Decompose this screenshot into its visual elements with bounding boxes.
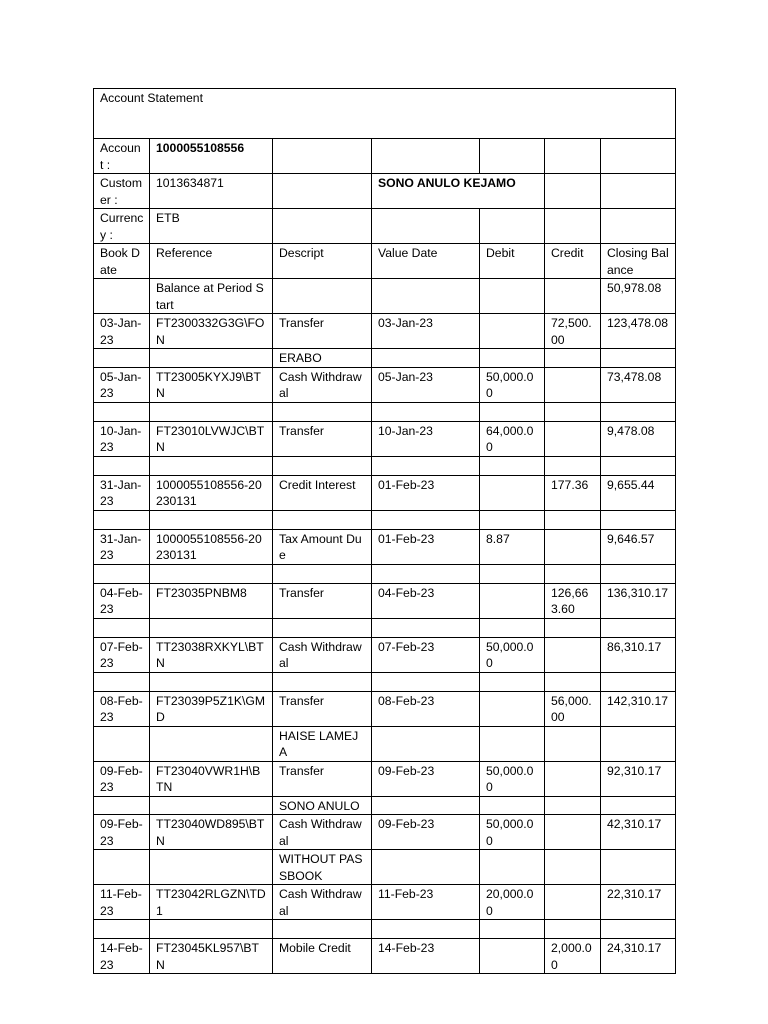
transaction-row: [94, 564, 676, 583]
descript-cell: [273, 920, 372, 939]
reference-cell: [150, 349, 273, 368]
credit-cell: [545, 510, 601, 529]
reference-cell: [150, 672, 273, 691]
closing-balance-cell: [601, 796, 676, 815]
debit-cell: [480, 510, 545, 529]
value-date-cell: 07-Feb-23: [372, 637, 480, 672]
debit-cell: [480, 349, 545, 368]
closing-balance-cell: [601, 726, 676, 761]
account-row: [94, 139, 676, 174]
reference-cell: Balance at Period Start: [150, 279, 273, 314]
debit-cell: [480, 850, 545, 885]
empty-cell: [372, 139, 480, 174]
reference-cell: 1000055108556-20230131: [150, 529, 273, 564]
book-date-cell: [94, 402, 150, 421]
credit-cell: [545, 726, 601, 761]
descript-cell: Transfer: [273, 691, 372, 726]
value-date-cell: [372, 349, 480, 368]
credit-cell: [545, 672, 601, 691]
transaction-row: [94, 618, 676, 637]
book-date-cell: 07-Feb-23: [94, 637, 150, 672]
closing-balance-cell: 9,655.44: [601, 475, 676, 510]
customer-id: 1013634871: [150, 174, 273, 209]
closing-balance-cell: 9,478.08: [601, 421, 676, 456]
account-label: Account :: [94, 139, 150, 174]
account-statement-table: [93, 88, 676, 974]
debit-cell: [480, 672, 545, 691]
descript-cell: Tax Amount Due: [273, 529, 372, 564]
descript-cell: Mobile Credit: [273, 939, 372, 974]
reference-cell: TT23038RXKYL\BTN: [150, 637, 273, 672]
closing-balance-cell: 73,478.08: [601, 367, 676, 402]
transaction-row: [94, 583, 676, 618]
col-closing-balance: Closing Balance: [601, 244, 676, 279]
descript-cell: [273, 564, 372, 583]
debit-cell: [480, 402, 545, 421]
descript-cell: [273, 618, 372, 637]
descript-cell: Cash Withdrawal: [273, 367, 372, 402]
debit-cell: 50,000.00: [480, 637, 545, 672]
transaction-row: [94, 510, 676, 529]
value-date-cell: 09-Feb-23: [372, 815, 480, 850]
debit-cell: 50,000.00: [480, 815, 545, 850]
customer-name: SONO ANULO KEJAMO: [372, 174, 545, 209]
title-row: [94, 89, 676, 139]
value-date-cell: [372, 672, 480, 691]
col-descript: Descript: [273, 244, 372, 279]
reference-cell: [150, 726, 273, 761]
debit-cell: 8.87: [480, 529, 545, 564]
credit-cell: 126,663.60: [545, 583, 601, 618]
credit-cell: [545, 796, 601, 815]
col-debit: Debit: [480, 244, 545, 279]
value-date-cell: [372, 564, 480, 583]
debit-cell: [480, 939, 545, 974]
book-date-cell: 03-Jan-23: [94, 314, 150, 349]
value-date-cell: 03-Jan-23: [372, 314, 480, 349]
descript-cell: [273, 672, 372, 691]
debit-cell: [480, 456, 545, 475]
transaction-row: [94, 920, 676, 939]
reference-cell: [150, 564, 273, 583]
empty-cell: [545, 139, 601, 174]
descript-cell: [273, 402, 372, 421]
credit-cell: [545, 920, 601, 939]
reference-cell: [150, 510, 273, 529]
credit-cell: 72,500.00: [545, 314, 601, 349]
book-date-cell: [94, 279, 150, 314]
credit-cell: [545, 279, 601, 314]
empty-cell: [273, 209, 372, 244]
reference-cell: [150, 456, 273, 475]
descript-cell: [273, 279, 372, 314]
closing-balance-cell: [601, 349, 676, 368]
credit-cell: [545, 637, 601, 672]
value-date-cell: [372, 402, 480, 421]
closing-balance-cell: [601, 920, 676, 939]
transaction-row: [94, 637, 676, 672]
credit-cell: [545, 349, 601, 368]
currency-value: ETB: [150, 209, 273, 244]
reference-cell: TT23040WD895\BTN: [150, 815, 273, 850]
customer-row: [94, 174, 676, 209]
book-date-cell: 04-Feb-23: [94, 583, 150, 618]
closing-balance-cell: [601, 850, 676, 885]
reference-cell: [150, 618, 273, 637]
value-date-cell: [372, 850, 480, 885]
closing-balance-cell: 142,310.17: [601, 691, 676, 726]
reference-cell: [150, 402, 273, 421]
book-date-cell: [94, 564, 150, 583]
descript-cell: ERABO: [273, 349, 372, 368]
closing-balance-cell: 42,310.17: [601, 815, 676, 850]
book-date-cell: 14-Feb-23: [94, 939, 150, 974]
reference-cell: [150, 796, 273, 815]
book-date-cell: 31-Jan-23: [94, 529, 150, 564]
book-date-cell: 11-Feb-23: [94, 885, 150, 920]
book-date-cell: [94, 920, 150, 939]
transaction-row: [94, 672, 676, 691]
credit-cell: [545, 885, 601, 920]
closing-balance-cell: [601, 564, 676, 583]
transaction-row: [94, 815, 676, 850]
book-date-cell: 08-Feb-23: [94, 691, 150, 726]
reference-cell: FT23039P5Z1K\GMD: [150, 691, 273, 726]
transaction-row: [94, 796, 676, 815]
closing-balance-cell: [601, 402, 676, 421]
transaction-row: [94, 761, 676, 796]
value-date-cell: 14-Feb-23: [372, 939, 480, 974]
descript-cell: Transfer: [273, 761, 372, 796]
debit-cell: [480, 564, 545, 583]
currency-row: [94, 209, 676, 244]
closing-balance-cell: 22,310.17: [601, 885, 676, 920]
value-date-cell: 10-Jan-23: [372, 421, 480, 456]
credit-cell: [545, 421, 601, 456]
empty-cell: [372, 209, 480, 244]
transaction-row: [94, 475, 676, 510]
book-date-cell: [94, 510, 150, 529]
credit-cell: [545, 564, 601, 583]
customer-label: Customer :: [94, 174, 150, 209]
value-date-cell: [372, 279, 480, 314]
transaction-row: [94, 726, 676, 761]
transaction-row: [94, 691, 676, 726]
book-date-cell: [94, 456, 150, 475]
empty-cell: [273, 139, 372, 174]
debit-cell: [480, 796, 545, 815]
reference-cell: TT23005KYXJ9\BTN: [150, 367, 273, 402]
transaction-row: [94, 529, 676, 564]
debit-cell: [480, 920, 545, 939]
closing-balance-cell: 136,310.17: [601, 583, 676, 618]
transaction-row: [94, 456, 676, 475]
credit-cell: [545, 367, 601, 402]
value-date-cell: 01-Feb-23: [372, 475, 480, 510]
reference-cell: FT23040VWR1H\BTN: [150, 761, 273, 796]
credit-cell: [545, 402, 601, 421]
credit-cell: 56,000.00: [545, 691, 601, 726]
credit-cell: [545, 618, 601, 637]
reference-cell: FT23035PNBM8: [150, 583, 273, 618]
value-date-cell: 04-Feb-23: [372, 583, 480, 618]
empty-cell: [601, 209, 676, 244]
closing-balance-cell: 123,478.08: [601, 314, 676, 349]
value-date-cell: 09-Feb-23: [372, 761, 480, 796]
debit-cell: 20,000.00: [480, 885, 545, 920]
descript-cell: HAISE LAMEJA: [273, 726, 372, 761]
closing-balance-cell: 24,310.17: [601, 939, 676, 974]
currency-label: Currency :: [94, 209, 150, 244]
col-value-date: Value Date: [372, 244, 480, 279]
debit-cell: [480, 691, 545, 726]
descript-cell: Transfer: [273, 314, 372, 349]
debit-cell: [480, 475, 545, 510]
book-date-cell: [94, 726, 150, 761]
credit-cell: [545, 456, 601, 475]
credit-cell: 177.36: [545, 475, 601, 510]
descript-cell: Transfer: [273, 421, 372, 456]
value-date-cell: [372, 456, 480, 475]
header-row: [94, 244, 676, 279]
book-date-cell: 31-Jan-23: [94, 475, 150, 510]
empty-cell: [601, 139, 676, 174]
reference-cell: FT23045KL957\BTN: [150, 939, 273, 974]
transaction-row: [94, 367, 676, 402]
empty-cell: [545, 209, 601, 244]
transaction-row: [94, 421, 676, 456]
descript-cell: Cash Withdrawal: [273, 815, 372, 850]
book-date-cell: [94, 850, 150, 885]
debit-cell: 50,000.00: [480, 761, 545, 796]
value-date-cell: 08-Feb-23: [372, 691, 480, 726]
transaction-row: [94, 314, 676, 349]
reference-cell: FT2300332G3G\FON: [150, 314, 273, 349]
empty-cell: [545, 174, 601, 209]
empty-cell: [480, 209, 545, 244]
descript-cell: [273, 510, 372, 529]
credit-cell: [545, 815, 601, 850]
descript-cell: WITHOUT PASSBOOK: [273, 850, 372, 885]
debit-cell: 64,000.00: [480, 421, 545, 456]
debit-cell: [480, 314, 545, 349]
closing-balance-cell: [601, 510, 676, 529]
closing-balance-cell: [601, 618, 676, 637]
reference-cell: 1000055108556-20230131: [150, 475, 273, 510]
debit-cell: [480, 726, 545, 761]
credit-cell: 2,000.00: [545, 939, 601, 974]
empty-cell: [273, 174, 372, 209]
value-date-cell: 11-Feb-23: [372, 885, 480, 920]
book-date-cell: 05-Jan-23: [94, 367, 150, 402]
transaction-row: [94, 402, 676, 421]
value-date-cell: [372, 920, 480, 939]
closing-balance-cell: [601, 456, 676, 475]
closing-balance-cell: [601, 672, 676, 691]
col-credit: Credit: [545, 244, 601, 279]
book-date-cell: [94, 618, 150, 637]
statement-title: Account Statement: [94, 89, 676, 139]
account-number: 1000055108556: [150, 139, 273, 174]
book-date-cell: [94, 349, 150, 368]
closing-balance-cell: 92,310.17: [601, 761, 676, 796]
transaction-row: [94, 850, 676, 885]
value-date-cell: [372, 796, 480, 815]
book-date-cell: [94, 672, 150, 691]
value-date-cell: [372, 618, 480, 637]
closing-balance-cell: 86,310.17: [601, 637, 676, 672]
debit-cell: [480, 618, 545, 637]
reference-cell: FT23010LVWJC\BTN: [150, 421, 273, 456]
value-date-cell: [372, 726, 480, 761]
transaction-row: [94, 885, 676, 920]
closing-balance-cell: 50,978.08: [601, 279, 676, 314]
value-date-cell: 01-Feb-23: [372, 529, 480, 564]
reference-cell: [150, 850, 273, 885]
transaction-row: [94, 349, 676, 368]
credit-cell: [545, 850, 601, 885]
value-date-cell: 05-Jan-23: [372, 367, 480, 402]
descript-cell: Credit Interest: [273, 475, 372, 510]
descript-cell: SONO ANULO: [273, 796, 372, 815]
debit-cell: 50,000.00: [480, 367, 545, 402]
transaction-row: [94, 279, 676, 314]
empty-cell: [480, 139, 545, 174]
book-date-cell: 09-Feb-23: [94, 761, 150, 796]
book-date-cell: 10-Jan-23: [94, 421, 150, 456]
descript-cell: Cash Withdrawal: [273, 637, 372, 672]
book-date-cell: [94, 796, 150, 815]
descript-cell: Transfer: [273, 583, 372, 618]
debit-cell: [480, 583, 545, 618]
credit-cell: [545, 529, 601, 564]
closing-balance-cell: 9,646.57: [601, 529, 676, 564]
descript-cell: Cash Withdrawal: [273, 885, 372, 920]
value-date-cell: [372, 510, 480, 529]
transaction-row: [94, 939, 676, 974]
debit-cell: [480, 279, 545, 314]
col-reference: Reference: [150, 244, 273, 279]
reference-cell: TT23042RLGZN\TD1: [150, 885, 273, 920]
reference-cell: [150, 920, 273, 939]
col-book-date: Book Date: [94, 244, 150, 279]
descript-cell: [273, 456, 372, 475]
empty-cell: [601, 174, 676, 209]
book-date-cell: 09-Feb-23: [94, 815, 150, 850]
credit-cell: [545, 761, 601, 796]
